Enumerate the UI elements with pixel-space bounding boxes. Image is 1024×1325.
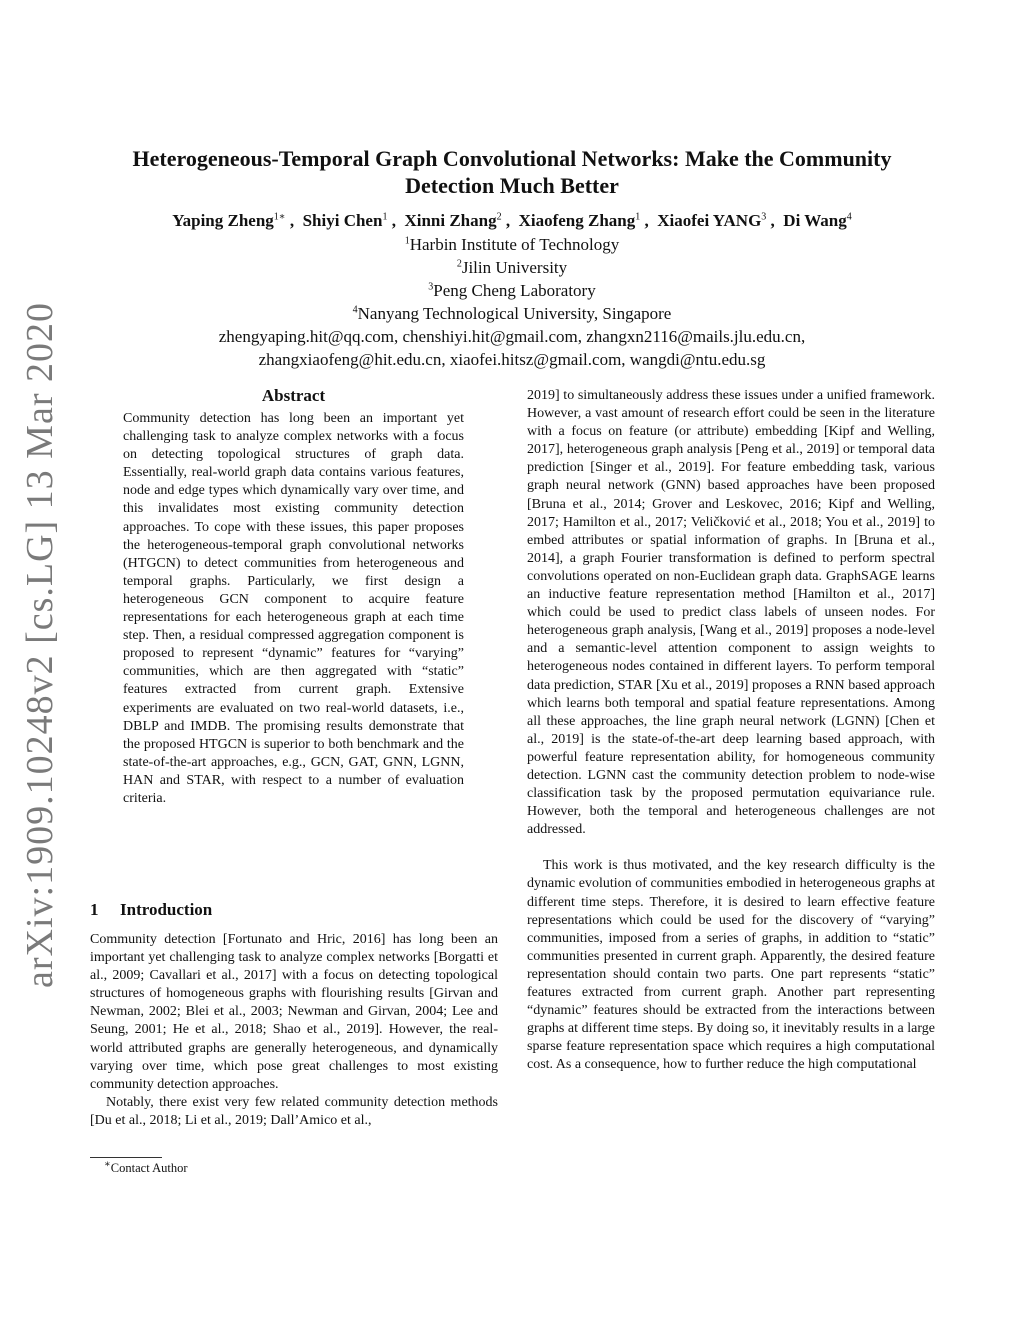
affiliation-text: Harbin Institute of Technology bbox=[409, 235, 620, 254]
author-sup: 1 bbox=[382, 211, 388, 223]
author-name: Shiyi Chen bbox=[302, 211, 383, 230]
affiliation bbox=[80, 302, 944, 325]
intro-paragraph-2: Notably, there exist very few related community detection methods [Du et al., 2018; Li et al., 2019; Dall’Amico et al., bbox=[90, 1094, 498, 1128]
author-name: Xinni Zhang bbox=[404, 211, 497, 230]
right-column bbox=[527, 387, 935, 1074]
section-title: Introduction bbox=[120, 900, 213, 919]
footnote-rule bbox=[90, 1157, 162, 1158]
author-list: Yaping Zheng$^{1∗}$ , Shiyi Chen$^1$ , Xinni Zhang$^2$ , Xiaofeng Zhang$^1$ , Xiaofei YANG$^3$ , Di Wang$^4$ bbox=[172, 211, 852, 230]
author-name: Xiaofei YANG bbox=[657, 211, 762, 230]
paper-title: Heterogeneous-Temporal Graph Convolutional Networks: Make the Community Detection Much Better bbox=[132, 146, 892, 198]
email-line[interactable]: zhangxiaofeng@hit.edu.cn, xiaofei.hitsz@gmail.com, wangdi@ntu.edu.sg bbox=[258, 350, 766, 369]
right-paragraph-1: 2019] to simultaneously address these issues under a unified framework. However, a vast amount of research effort could be seen in the literature with a focus on feature (or attribute) embedding [Kipf and Welling, 2017], heterogeneous graph analysis [Peng et al., 2019] or temporal data prediction [Singer et al., 2019]. For feature embedding task, various graph neural network (GNN) based approaches have been proposed [Bruna et al., 2014; Grover and Leskovec, 2016; Kipf and Welling, 2017; Hamilton et al., 2017; Veličković et al., 2018; You et al., 2019] to embed attributes or spatial information of graphs. In [Bruna et al., 2014], a graph Fourier transformation is defined to perform spectral convolutions operated on non-Euclidean graph data. GraphSAGE learns an inductive feature representation method [Hamilton et al., 2017] which could be used to predict class labels of unseen nodes. For heterogeneous graph analysis, [Wang et al., 2019] proposes a node-level and a semantic-level attention component to assign weights to heterogeneous nodes contained in different layers. To perform temporal data prediction, STAR [Xu et al., 2019] proposes a RNN based approach which learns both temporal and spatial feature representations. Among all these approaches, the line graph neural network (LGNN) [Chen et al., 2019] is the state-of-the-art deep learning based approach, with powerful feature representation ability, for homogeneous community detection. LGNN cast the community detection problem to node-wise classification task by the proposed permutation equivariance rule. However, both the temporal and heterogeneous challenges are not addressed. bbox=[527, 388, 935, 838]
abstract-heading: Abstract bbox=[261, 386, 326, 405]
author-name: Di Wang bbox=[783, 211, 847, 230]
affiliation bbox=[80, 256, 944, 279]
author-name: Yaping Zheng bbox=[172, 211, 274, 230]
author-sup: 1 bbox=[635, 211, 641, 223]
affiliation-sup: 1 bbox=[404, 235, 410, 247]
affiliation-sup: 3 bbox=[428, 281, 434, 293]
intro-column bbox=[90, 931, 498, 1130]
author-sup: 1∗ bbox=[273, 211, 286, 223]
affiliation-text: Jilin University bbox=[461, 258, 568, 277]
section-number: 1 bbox=[90, 900, 99, 919]
arxiv-side-banner: arXiv:1909.10248v2 [cs.LG] 13 Mar 2020 bbox=[19, 301, 61, 989]
author-sup: 4 bbox=[846, 211, 852, 223]
author-sup: 3 bbox=[761, 211, 767, 223]
affiliation-text: Nanyang Technological University, Singapore bbox=[357, 304, 672, 323]
email-line[interactable]: zhengyaping.hit@qq.com, chenshiyi.hit@gmail.com, zhangxn2116@mails.jlu.edu.cn, bbox=[218, 327, 806, 346]
footnote bbox=[104, 1158, 188, 1176]
abstract-text: Community detection has long been an important yet challenging task to analyze complex networks with a focus on detecting topological structures of graph data. Essentially, real-world graph data contains various features, node and edge types which dynamically vary over time, and this invalidates most existing community detection approaches. To cope with these issues, this paper proposes the heterogeneous-temporal graph convolutional networks (HTGCN) to detect communities from heterogeneous and temporal graphs. Particularly, we first design a heterogeneous GCN component to acquire feature representations for each heterogeneous graph at each time step. Then, a residual compressed aggregation component is proposed to represent “dynamic” features for “varying” communities, which are then aggregated with “static” features extracted from current graph. Extensive experiments are evaluated on two real-world datasets, i.e., DBLP and IMDB. The promising results demonstrate that the proposed HTGCN is superior to both benchmark and the state-of-the-art approaches, e.g., GCN, GAT, GNN, LGNN, HAN and STAR, with respect to a number of evaluation criteria. bbox=[123, 411, 464, 806]
intro-paragraph-1: Community detection [Fortunato and Hric, 2016] has long been an important yet challenging task to analyze complex networks [Borgatti et al., 2009; Cavallari et al., 2017] with a focus on detecting topological structures of homogeneous graphs with flourishing results [Girvan and Newman, 2002; Blei et al., 2003; Newman and Girvan, 2004; Lee and Seung, 2001; He et al., 2018; Shao et al., 2019]. However, the real-world attributed graphs are generally heterogeneous, and dynamically varying over time, which pose great challenges to most existing community detection approaches. bbox=[90, 932, 498, 1092]
affiliation-block bbox=[80, 233, 944, 371]
section-heading bbox=[90, 900, 212, 920]
footnote-mark: ∗ bbox=[104, 1158, 111, 1170]
affiliation-sup: 4 bbox=[352, 304, 358, 316]
affiliation-text: Peng Cheng Laboratory bbox=[433, 281, 596, 300]
footnote-text: Contact Author bbox=[110, 1161, 188, 1175]
affiliation bbox=[80, 233, 944, 256]
affiliation bbox=[80, 279, 944, 302]
author-name: Xiaofeng Zhang bbox=[518, 211, 636, 230]
paragraph-gap bbox=[527, 839, 935, 857]
affiliation-sup: 2 bbox=[456, 258, 462, 270]
author-sup: 2 bbox=[496, 211, 502, 223]
right-paragraph-2: This work is thus motivated, and the key research difficulty is the dynamic evolution of communities embodied in heterogeneous graphs at different time steps. Therefore, it is desired to learn effective feature representations which could be used for the discovery of “varying” communities, imposed from a series of graphs, in addition to “static” communities presented in current graph. Apparently, the desired feature representation should contain two parts. One part represents “static” features extracted from current graph. Another part representing “dynamic” features should be extracted from the interactions between graphs at different time steps. By doing so, it inevitably results in a large sparse feature representation space which requires a high computational cost. As a consequence, how to further reduce the high computational bbox=[527, 858, 935, 1073]
